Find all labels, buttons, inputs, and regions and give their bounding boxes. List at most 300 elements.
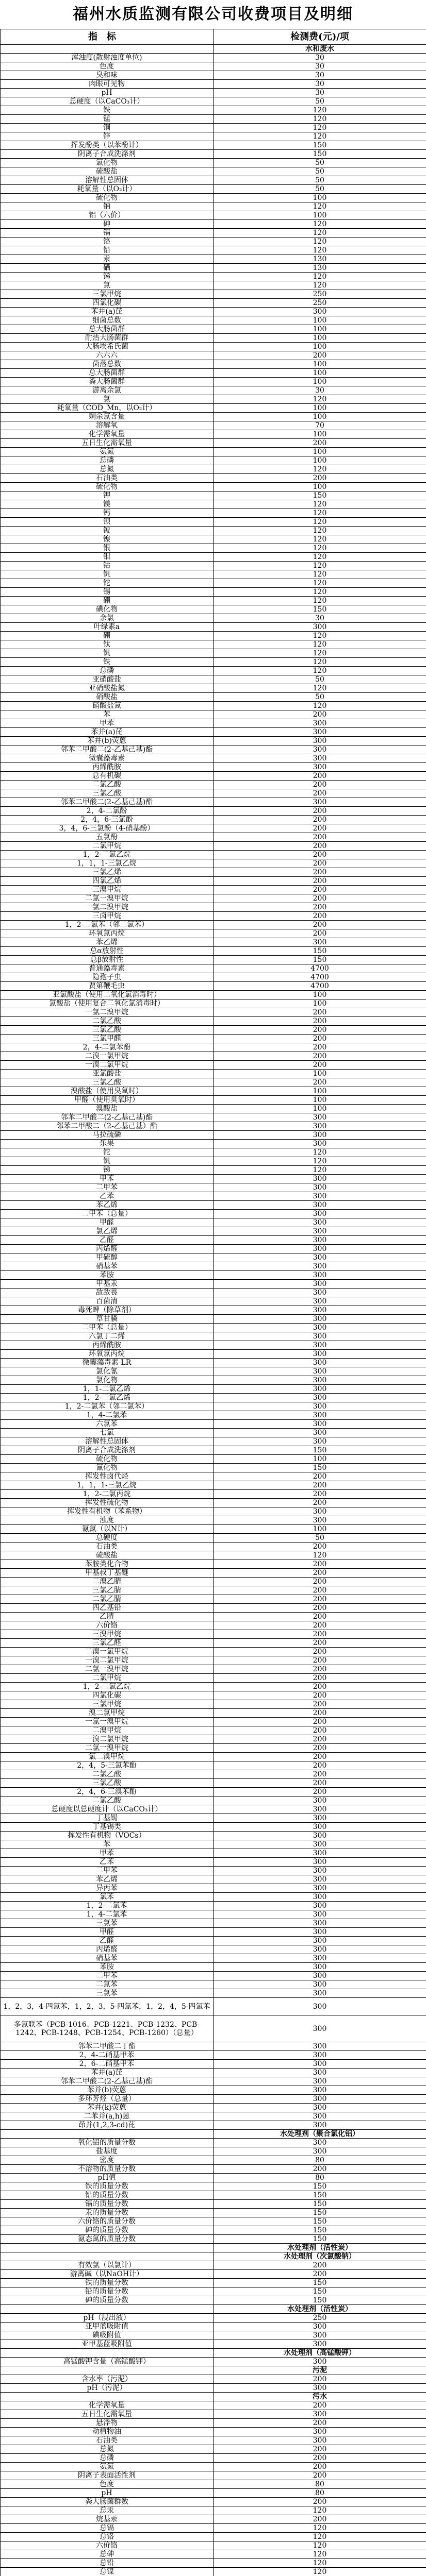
item-price: 300 [214,1989,426,1998]
table-row [1,1840,426,1849]
table-row [1,378,426,386]
table-row [1,1928,426,1937]
table-row [1,1472,426,1481]
item-price: 50 [214,693,426,702]
item-name: 碘吸附值 [1,2331,214,2340]
table-row [1,1245,426,1253]
table-row [1,1210,426,1218]
table-row [1,1700,426,1709]
item-price: 150 [214,2235,426,2244]
table-row [1,1779,426,1788]
item-price: 200 [214,1735,426,1744]
item-price: 200 [214,842,426,851]
item-name: 亚硝酸盐 [1,675,214,684]
item-price: 200 [214,1726,426,1735]
item-price: 30 [214,71,426,80]
table-row [1,2550,426,2559]
table-row [1,1078,426,1087]
table-row [1,1289,426,1297]
item-name: 一溴二氯甲烷 [1,1735,214,1744]
item-price: 200 [214,1621,426,1630]
table-row [1,141,426,150]
table-row [1,745,426,754]
item-name: 硫酸盐 [1,167,214,176]
table-row [1,1166,426,1175]
item-price: 300 [214,1210,426,1218]
item-price: 300 [214,2077,426,2086]
item-price: 120 [214,527,426,535]
table-row [1,2358,426,2366]
table-row [1,658,426,667]
item-price: 80 [214,2156,426,2165]
item-price: 300 [214,1516,426,1525]
item-name: 剩余氯含量 [1,413,214,421]
item-price: 100 [214,369,426,378]
item-price: 300 [214,1928,426,1937]
item-price: 300 [214,2060,426,2069]
item-name: 苯并(k)荧蒽 [1,2104,214,2112]
table-row [1,343,426,351]
section-title: 污泥 [214,2366,426,2375]
section-blank-cell [1,2393,214,2401]
item-price: 30 [214,89,426,97]
item-price: 200 [214,2445,426,2454]
section-title: 污水 [214,2393,426,2401]
item-price: 100 [214,430,426,439]
item-price: 120 [214,238,426,246]
table-row [1,728,426,737]
item-price: 70 [214,421,426,430]
item-price: 300 [214,1201,426,1210]
item-name: 银 [1,544,214,553]
table-row [1,1122,426,1131]
item-price: 50 [214,167,426,176]
item-price: 300 [214,1280,426,1289]
item-name: 百菌清 [1,1297,214,1306]
table-row [1,649,426,658]
item-name: 粪大肠菌群 [1,378,214,386]
item-price: 200 [214,2515,426,2524]
item-name: 钙 [1,509,214,518]
item-price: 300 [214,1367,426,1376]
table-row [1,1849,426,1858]
table-row [1,684,426,693]
item-price: 120 [214,229,426,238]
item-price: 50 [214,97,426,106]
item-price: 300 [214,1271,426,1280]
item-name: 微囊藻毒素 [1,754,214,763]
item-price: 80 [214,2489,426,2498]
item-price: 300 [214,1131,426,1140]
item-name: 环氧氯丙烷 [1,1350,214,1359]
table-row [1,1464,426,1472]
table-row [1,2506,426,2515]
item-name: 硼 [1,597,214,605]
item-name: 氨氮（以N计） [1,1525,214,1534]
table-row [1,1507,426,1516]
item-name: 碘化物 [1,605,214,614]
item-price: 300 [214,1963,426,1972]
item-name: 氯化氰 [1,1367,214,1376]
item-name: 石油类 [1,474,214,483]
item-price: 300 [214,1429,426,1437]
table-row [1,816,426,824]
item-price: 200 [214,1472,426,1481]
table-header-row [1,29,426,45]
item-price: 100 [214,1096,426,1105]
table-row [1,588,426,597]
table-row [1,1832,426,1840]
table-row [1,1350,426,1359]
item-name: 苯胺 [1,1271,214,1280]
item-name: 三氯甲醛 [1,1035,214,1043]
item-name: 苯胺 [1,1963,214,1972]
item-price: 100 [214,448,426,456]
item-price: 120 [214,632,426,640]
item-price: 300 [214,798,426,807]
table-row [1,675,426,684]
table-row [1,1569,426,1578]
item-name: 六价铬 [1,2541,214,2550]
item-name: 总镍 [1,2568,214,2576]
item-name: 氨氮 [1,2463,214,2471]
item-price: 300 [214,1411,426,1420]
table-row [1,386,426,395]
item-name: 亚甲蓝吸附值 [1,2323,214,2331]
item-price: 50 [214,1534,426,1543]
item-price: 120 [214,702,426,710]
item-price: 300 [214,2095,426,2104]
item-price: 200 [214,921,426,929]
table-row [1,562,426,570]
table-row [1,982,426,991]
item-name: 甲醛 [1,1928,214,1937]
item-name: 游离余氯 [1,386,214,395]
item-price: 120 [214,115,426,124]
item-name: 总α放射性 [1,947,214,956]
table-row [1,1797,426,1805]
item-name: 硫酸盐 [1,1551,214,1560]
item-price: 300 [214,1507,426,1516]
item-name: 六氯苯 [1,1420,214,1429]
item-name: 硫化物 [1,483,214,492]
item-name: 硝酸盐氮 [1,702,214,710]
item-price: 300 [214,1376,426,1385]
section-blank-cell [1,2130,214,2139]
item-price: 200 [214,1656,426,1665]
item-name: 三溴甲烷 [1,886,214,894]
item-price: 120 [214,246,426,255]
table-row [1,1394,426,1402]
item-name: 总硬度（以CaCO₃计） [1,97,214,106]
item-name: 大肠埃希氏菌 [1,343,214,351]
item-price: 300 [214,1998,426,2015]
table-row [1,132,426,141]
table-row [1,325,426,334]
table-row [1,1192,426,1201]
table-row [1,1324,426,1332]
item-name: 阴离子合成洗涤剂 [1,150,214,159]
item-name: 2，6-二硝基甲苯 [1,2060,214,2069]
item-name: 二氯苯 [1,1980,214,1989]
table-row [1,413,426,421]
table-row [1,1691,426,1700]
table-row [1,1534,426,1543]
item-price: 120 [214,2541,426,2550]
item-price: 200 [214,474,426,483]
table-row [1,2296,426,2305]
item-price: 200 [214,851,426,859]
item-name: 氯乙烯 [1,1227,214,1236]
item-name: 三氯乙酸 [1,1078,214,1087]
item-name: 六价铬 [1,1621,214,1630]
table-row [1,544,426,553]
table-row [1,255,426,264]
item-price: 300 [214,1420,426,1429]
table-row [1,1157,426,1166]
section-header-row [1,2366,426,2375]
item-price: 120 [214,395,426,404]
table-row [1,238,426,246]
item-price: 120 [214,1148,426,1157]
table-row [1,316,426,325]
item-price: 300 [214,1797,426,1805]
item-price: 300 [214,1394,426,1402]
item-price: 200 [214,1604,426,1613]
item-price: 300 [214,1227,426,1236]
item-name: 化学需氧量 [1,430,214,439]
item-price: 100 [214,316,426,325]
item-name: 1，2-二氯丙烷 [1,1490,214,1499]
item-name: 氯化物 [1,1376,214,1385]
item-name: 总大肠菌群 [1,325,214,334]
table-row [1,903,426,912]
section-header-row [1,2252,426,2261]
item-name: 一氯一溴甲烷 [1,1718,214,1726]
table-row [1,492,426,500]
item-price: 300 [214,1937,426,1945]
item-name: 浑浊度(散射浊度单位) [1,54,214,62]
item-price: 300 [214,745,426,754]
item-name: 氯化物 [1,159,214,167]
table-row [1,2463,426,2471]
table-row [1,973,426,982]
table-row [1,851,426,859]
table-row [1,1823,426,1832]
table-row [1,2226,426,2235]
item-name: 氯苯 [1,1893,214,1902]
table-row [1,999,426,1008]
table-row [1,1761,426,1770]
item-name: 钒 [1,570,214,579]
item-price: 120 [214,597,426,605]
table-row [1,246,426,255]
item-name: 三氯乙酸 [1,1779,214,1788]
item-price: 120 [214,667,426,675]
item-price: 200 [214,2270,426,2279]
item-name: 溶解性总固体 [1,176,214,185]
item-price: 300 [214,1893,426,1902]
table-row [1,1061,426,1070]
item-name: 丙烯酰胺 [1,1341,214,1350]
table-row [1,1035,426,1043]
item-name: 四乙基铅 [1,1604,214,1613]
item-price: 200 [214,1648,426,1656]
item-name: 氯酸盐（使用复合二氧化氯消毒时） [1,999,214,1008]
item-price: 200 [214,833,426,842]
table-row [1,360,426,369]
table-row [1,1543,426,1551]
item-name: 总氮 [1,465,214,474]
item-name: 丙烯醛 [1,1245,214,1253]
table-row [1,2471,426,2480]
item-price: 200 [214,1665,426,1674]
item-name: 耐热大肠菌群 [1,334,214,343]
item-price: 300 [214,2112,426,2121]
table-row [1,281,426,290]
item-name: 三氯甲烷 [1,290,214,299]
item-name: 三氯苯 [1,1989,214,1998]
table-row [1,2051,426,2060]
table-row [1,2559,426,2568]
table-row [1,597,426,605]
item-price: 200 [214,807,426,816]
item-price: 100 [214,1070,426,1078]
table-row [1,1140,426,1148]
item-price: 300 [214,2428,426,2436]
table-row [1,1726,426,1735]
item-price: 4700 [214,982,426,991]
table-row [1,2375,426,2384]
item-name: 钠 [1,202,214,211]
item-price: 200 [214,2401,426,2410]
table-row [1,1753,426,1761]
item-name: 三氯乙酸 [1,789,214,798]
table-row [1,763,426,772]
item-name: 硝酸盐 [1,693,214,702]
table-row [1,1560,426,1569]
item-price: 120 [214,2559,426,2568]
item-name: 毒死蜱（除草剂） [1,1306,214,1315]
table-row [1,991,426,999]
table-row [1,351,426,360]
item-price: 150 [214,1464,426,1472]
table-row [1,2419,426,2428]
item-price: 200 [214,1595,426,1604]
item-name: 总有机碳 [1,772,214,781]
table-row [1,2314,426,2323]
table-row [1,2340,426,2349]
table-row [1,947,426,956]
item-name: 邻苯二甲酸二(2-乙基己基)酯 [1,2077,214,2086]
table-row [1,824,426,833]
table-row [1,1227,426,1236]
table-row [1,2191,426,2200]
item-name: 丁基锡类 [1,1823,214,1832]
table-row [1,1945,426,1954]
item-name: 挥发性卤代烃 [1,1472,214,1481]
item-price: 100 [214,1455,426,1464]
item-name: 钡 [1,518,214,527]
table-row [1,2200,426,2209]
section-header-row [1,2130,426,2139]
table-row [1,1105,426,1113]
item-name: 菌落总数 [1,360,214,369]
table-row [1,938,426,947]
table-row [1,1420,426,1429]
table-row [1,632,426,640]
item-name: 氨态氮的质量分数 [1,2235,214,2244]
table-row [1,273,426,281]
item-name: 乙醛 [1,1236,214,1245]
table-row [1,2515,426,2524]
item-price: 300 [214,2086,426,2095]
table-row [1,1218,426,1227]
item-name: 1，2-二氯乙烷 [1,851,214,859]
item-name: 溴酸盐（使用臭氧时） [1,1087,214,1096]
table-row [1,2147,426,2156]
table-row [1,1595,426,1604]
section-blank-cell [1,45,214,54]
item-price: 300 [214,1262,426,1271]
item-name: pH [1,2489,214,2498]
table-row [1,1087,426,1096]
item-price: 300 [214,2121,426,2130]
table-row [1,421,426,430]
table-row [1,1893,426,1902]
table-row [1,2568,426,2576]
table-row [1,781,426,789]
item-name: 乙醛 [1,1937,214,1945]
item-price: 100 [214,334,426,343]
item-price: 300 [214,763,426,772]
table-row [1,2069,426,2077]
table-row [1,2428,426,2436]
item-name: 多氯联苯（PCB-1016、PCB-1221、PCB-1232、PCB-1242、PCB-1248、PCB-1254、PCB-1260）（总量） [1,2015,214,2042]
table-row [1,2533,426,2541]
table-row [1,1989,426,1998]
table-row [1,798,426,807]
item-name: 苯并(b)荧蒽 [1,737,214,745]
item-price: 200 [214,1061,426,1070]
item-name: 邻苯二甲酸二(2-乙基己基)酯 [1,745,214,754]
table-row [1,710,426,719]
item-price: 100 [214,1087,426,1096]
table-row [1,211,426,220]
item-name: 贾第鞭毛虫 [1,982,214,991]
item-price: 30 [214,62,426,71]
item-name: 游离碱（以NaOH计） [1,2270,214,2279]
item-price: 100 [214,999,426,1008]
item-price: 200 [214,868,426,877]
item-name: 六氯丁二烯 [1,1332,214,1341]
item-name: 1，2-二氯苯（邻二氯苯） [1,921,214,929]
section-title: 水和废水 [214,45,426,54]
item-name: 铅 [1,246,214,255]
table-row [1,456,426,465]
item-price: 80 [214,2480,426,2489]
item-name: 氯 [1,395,214,404]
item-price: 300 [214,2139,426,2147]
table-row [1,842,426,851]
table-row [1,1937,426,1945]
table-row [1,1411,426,1420]
table-row [1,2401,426,2410]
item-name: 粪大肠菌群数 [1,2498,214,2506]
table-row [1,1499,426,1507]
table-row [1,1315,426,1324]
item-price: 120 [214,544,426,553]
